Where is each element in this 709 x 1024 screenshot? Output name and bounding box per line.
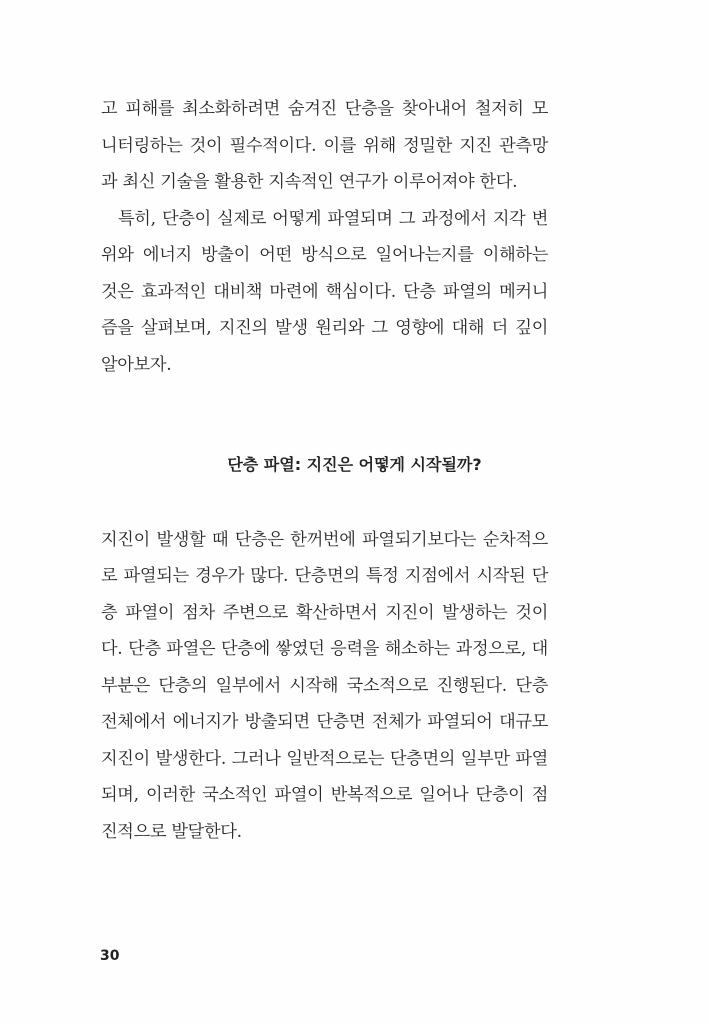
text-line: 진적으로 발달한다. [101,822,242,842]
text-line: 특히, 단층이 실제로 어떻게 파열되며 그 과정에서 지각 변 [118,209,548,229]
text-line: 지진이 발생한다. 그러나 일반적으로는 단층면의 일부만 파열 [101,749,548,769]
page-number: 30 [100,948,120,964]
text-line: 위와 에너지 방출이 어떤 방식으로 일어나는지를 이해하는 [101,245,548,265]
text-line: 알아보자. [101,355,172,375]
text-line: 다. 단층 파열은 단층에 쌓였던 응력을 해소하는 과정으로, 대 [101,639,548,659]
text-line: 과 최신 기술을 활용한 지속적인 연구가 이루어져야 한다. [101,172,518,192]
text-line: 니터링하는 것이 필수적이다. 이를 위해 정밀한 지진 관측망 [101,136,548,156]
text-line: 로 파열되는 경우가 많다. 단층면의 특정 지점에서 시작된 단 [101,566,548,586]
text-line: 층 파열이 점차 주변으로 확산하면서 지진이 발생하는 것이 [101,603,548,623]
text-line: 고 피해를 최소화하려면 숨겨진 단층을 찾아내어 철저히 모 [101,99,548,119]
text-line: 지진이 발생할 때 단층은 한꺼번에 파열되기보다는 순차적으 [101,530,548,550]
text-line: 즘을 살펴보며, 지진의 발생 원리와 그 영향에 대해 더 깊이 [101,318,548,338]
text-line: 되며, 이러한 국소적인 파열이 반복적으로 일어나 단층이 점 [101,785,548,805]
text-line: 부분은 단층의 일부에서 시작해 국소적으로 진행된다. 단층 [101,676,548,696]
text-line: 전체에서 에너지가 방출되면 단층면 전체가 파열되어 대규모 [101,712,548,732]
text-line: 것은 효과적인 대비책 마련에 핵심이다. 단층 파열의 메커니 [101,282,548,302]
section-heading: 단층 파열: 지진은 어떻게 시작될까? [227,455,482,474]
